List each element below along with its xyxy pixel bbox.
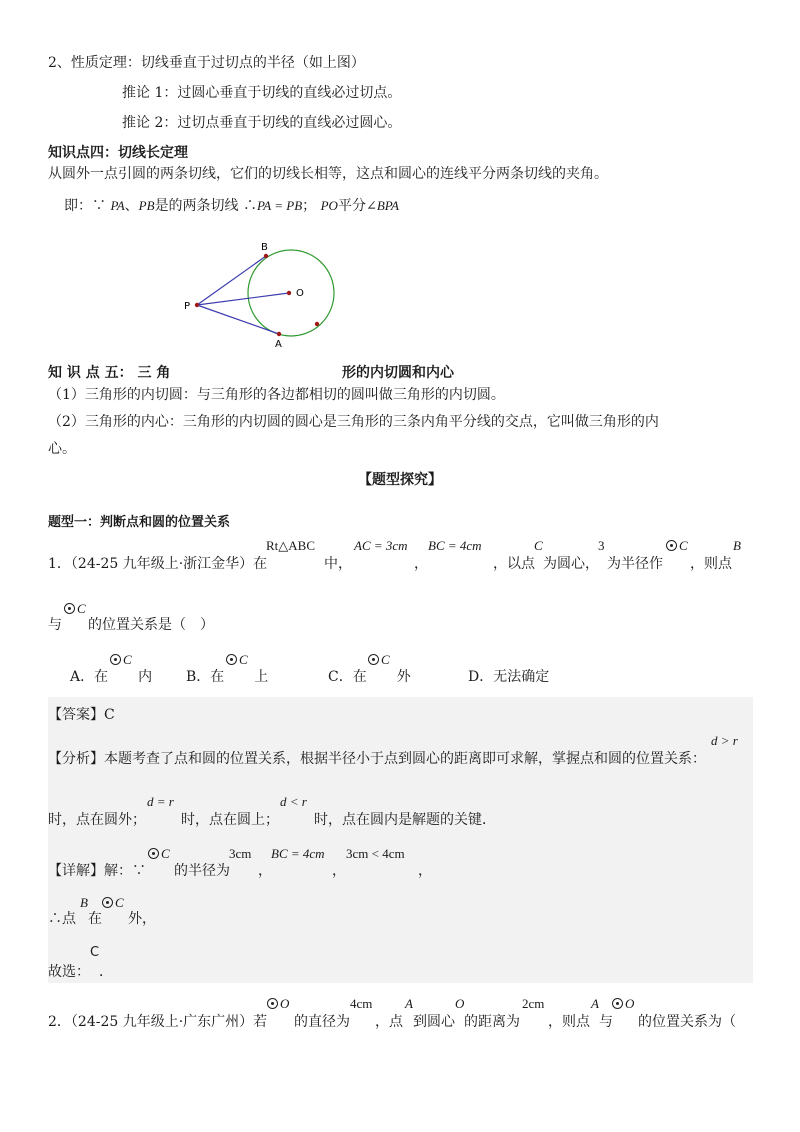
analysis-text: 【分析】本题考查了点和圆的位置关系，根据半径小于点到圆心的距离即可求解，掌握点和圆的位置关系： (48, 751, 706, 767)
kp4-text: 从圆外一点引圆的两条切线，它们的切线长相等，这点和圆心的连线平分两条切线的夹角。 (48, 166, 608, 182)
q1-comma2: ，以点 (493, 556, 535, 572)
section-title: 【题型探究】 (358, 472, 442, 488)
tangent-figure (175, 235, 345, 350)
q1-wei: 为圆心， (543, 556, 599, 572)
detail-comma2: ， (332, 863, 346, 879)
point-extra (315, 322, 319, 326)
formula-pb: PB (138, 198, 155, 213)
formula-mid: 是的两条切线 (154, 198, 239, 214)
q2-dian: ，点 (375, 1014, 403, 1030)
label-b: B (261, 242, 268, 253)
q1-zedian: ，则点 (690, 556, 732, 572)
detail-radius: 的半径为 (174, 863, 230, 879)
q2-a: A (405, 996, 413, 1011)
formula-prefix: 即：∵ (64, 198, 106, 214)
option-c[interactable]: C．在 外 (328, 669, 411, 685)
option-a[interactable]: A．在 内 (70, 669, 153, 685)
q2-zedian: ，则点 (548, 1014, 590, 1030)
formula-therefore: ∴ (243, 198, 258, 214)
property-theorem: 2、性质定理：切线垂直于过切点的半径（如上图） (48, 55, 365, 71)
point-b (264, 254, 268, 258)
type1-title: 题型一：判断点和圆的位置关系 (48, 515, 231, 530)
solution-box (48, 697, 753, 983)
q1-line2-prefix: 与 (48, 617, 62, 633)
q2-dist: 的距离为 (464, 1014, 520, 1030)
q1-line2-odot-c: C (64, 601, 86, 617)
point-a (277, 332, 281, 336)
circle-dot-icon (612, 998, 623, 1009)
tangent-line-pa (197, 305, 279, 334)
answer: 【答案】C (48, 707, 115, 723)
detail-3cm: 3cm (229, 846, 252, 861)
q1-prefix: 1．（24-25 九年级上·浙江金华）在 (48, 556, 268, 572)
analysis-line2-c: 时，点在圆内是解题的关键． (314, 812, 496, 828)
analysis-line2-a: 时，点在圆外； (48, 812, 146, 828)
q1-radius: 为半径作 (607, 556, 663, 572)
d-gt-r: d > r (711, 733, 738, 748)
therefore-b: B (80, 895, 88, 910)
label-p: P (184, 301, 191, 312)
d-eq-r: d = r (147, 794, 174, 809)
kp5-title-right: 形的内切圆和内心 (342, 365, 454, 381)
formula-semi: ； (302, 198, 317, 214)
q2-a2: A (591, 996, 599, 1011)
q2-diam: 的直径为 (294, 1014, 350, 1030)
choose-prefix: 故选： (48, 964, 90, 980)
formula-angle: ∠BPA (365, 198, 399, 213)
choose-dot: ． (99, 964, 113, 980)
q2-2cm: 2cm (522, 996, 545, 1011)
detail-ineq: 3cm < 4cm (346, 846, 405, 861)
q1-comma1: ， (414, 556, 428, 572)
circle-dot-icon (226, 654, 237, 665)
q2-yu: 与 (599, 1014, 613, 1030)
q1-three: 3 (598, 538, 605, 553)
circle-dot-icon (267, 998, 278, 1009)
q2-odot-o2: O (612, 996, 634, 1012)
kp5-item-1: （1）三角形的内切圆：与三角形的各边都相切的圆叫做三角形的内切圆。 (48, 387, 505, 403)
circle-dot-icon (102, 897, 113, 908)
formula-sep: 、 (124, 198, 139, 214)
therefore-wai: 外， (128, 911, 156, 927)
detail-comma3: ， (418, 863, 432, 879)
circle-dot-icon (368, 654, 379, 665)
q1-line2-suffix: 的位置关系是（ ） (88, 617, 214, 633)
therefore-zai: 在 (88, 911, 102, 927)
option-d[interactable]: D．无法确定 (468, 669, 550, 685)
point-p (195, 303, 199, 307)
detail-comma1: ， (258, 863, 272, 879)
circle-dot-icon (148, 848, 159, 859)
option-b-circle: C (226, 652, 248, 668)
q2-prefix: 2．（24-25 九年级上·广东广州）若 (48, 1014, 268, 1030)
corollary-2: 推论 2：过切点垂直于切线的直线必过圆心。 (122, 115, 402, 131)
q1-bc: BC = 4cm (428, 538, 482, 553)
q1-odot-c: C (666, 538, 688, 554)
kp5-item-2-line-1: （2）三角形的内心：三角形的内切圆的圆心是三角形的三条内角平分线的交点，它叫做三角形的内 (48, 414, 659, 430)
q2-o: O (455, 996, 465, 1011)
therefore-prefix: ∴点 (48, 911, 76, 927)
detail-prefix: 【详解】解：∵ (48, 863, 146, 879)
q1-c: C (534, 538, 543, 553)
q2-4cm: 4cm (350, 996, 373, 1011)
d-lt-r: d < r (280, 794, 307, 809)
circle-dot-icon (64, 603, 75, 614)
choose-c: C (90, 945, 100, 960)
q1-b: B (733, 538, 741, 553)
circle-dot-icon (110, 654, 121, 665)
formula-eq: PA = PB (257, 198, 303, 213)
formula-bisect: 平分 (337, 198, 366, 214)
formula-po: PO (320, 198, 338, 213)
kp5-title-left: 知 识 点 五： 三 角 (48, 365, 171, 381)
therefore-odot-c: C (102, 895, 124, 911)
q1-zhong: 中， (324, 556, 352, 572)
q2-odot-o: O (267, 996, 289, 1012)
option-b[interactable]: B．在 上 (186, 669, 269, 685)
option-a-circle: C (110, 652, 132, 668)
kp4-title: 知识点四：切线长定理 (48, 145, 188, 161)
q1-rt-abc: Rt△ABC (266, 538, 316, 553)
point-o (287, 291, 291, 295)
q2-suffix: 的位置关系为（ (638, 1014, 736, 1030)
kp5-item-2-line-2: 心。 (48, 441, 76, 457)
detail-odot-c: C (148, 846, 170, 862)
option-c-circle: C (368, 652, 390, 668)
detail-bc: BC = 4cm (271, 846, 325, 861)
formula-pa: PA (110, 198, 125, 213)
analysis-line2-b: 时，点在圆上； (181, 812, 279, 828)
label-a: A (275, 339, 282, 350)
kp4-formula (64, 195, 399, 215)
corollary-1: 推论 1：过圆心垂直于切线的直线必过切点。 (122, 85, 402, 101)
q1-ac: AC = 3cm (354, 538, 408, 553)
q2-dao: 到圆心 (413, 1014, 455, 1030)
circle-dot-icon (666, 540, 677, 551)
label-o: O (296, 288, 304, 299)
